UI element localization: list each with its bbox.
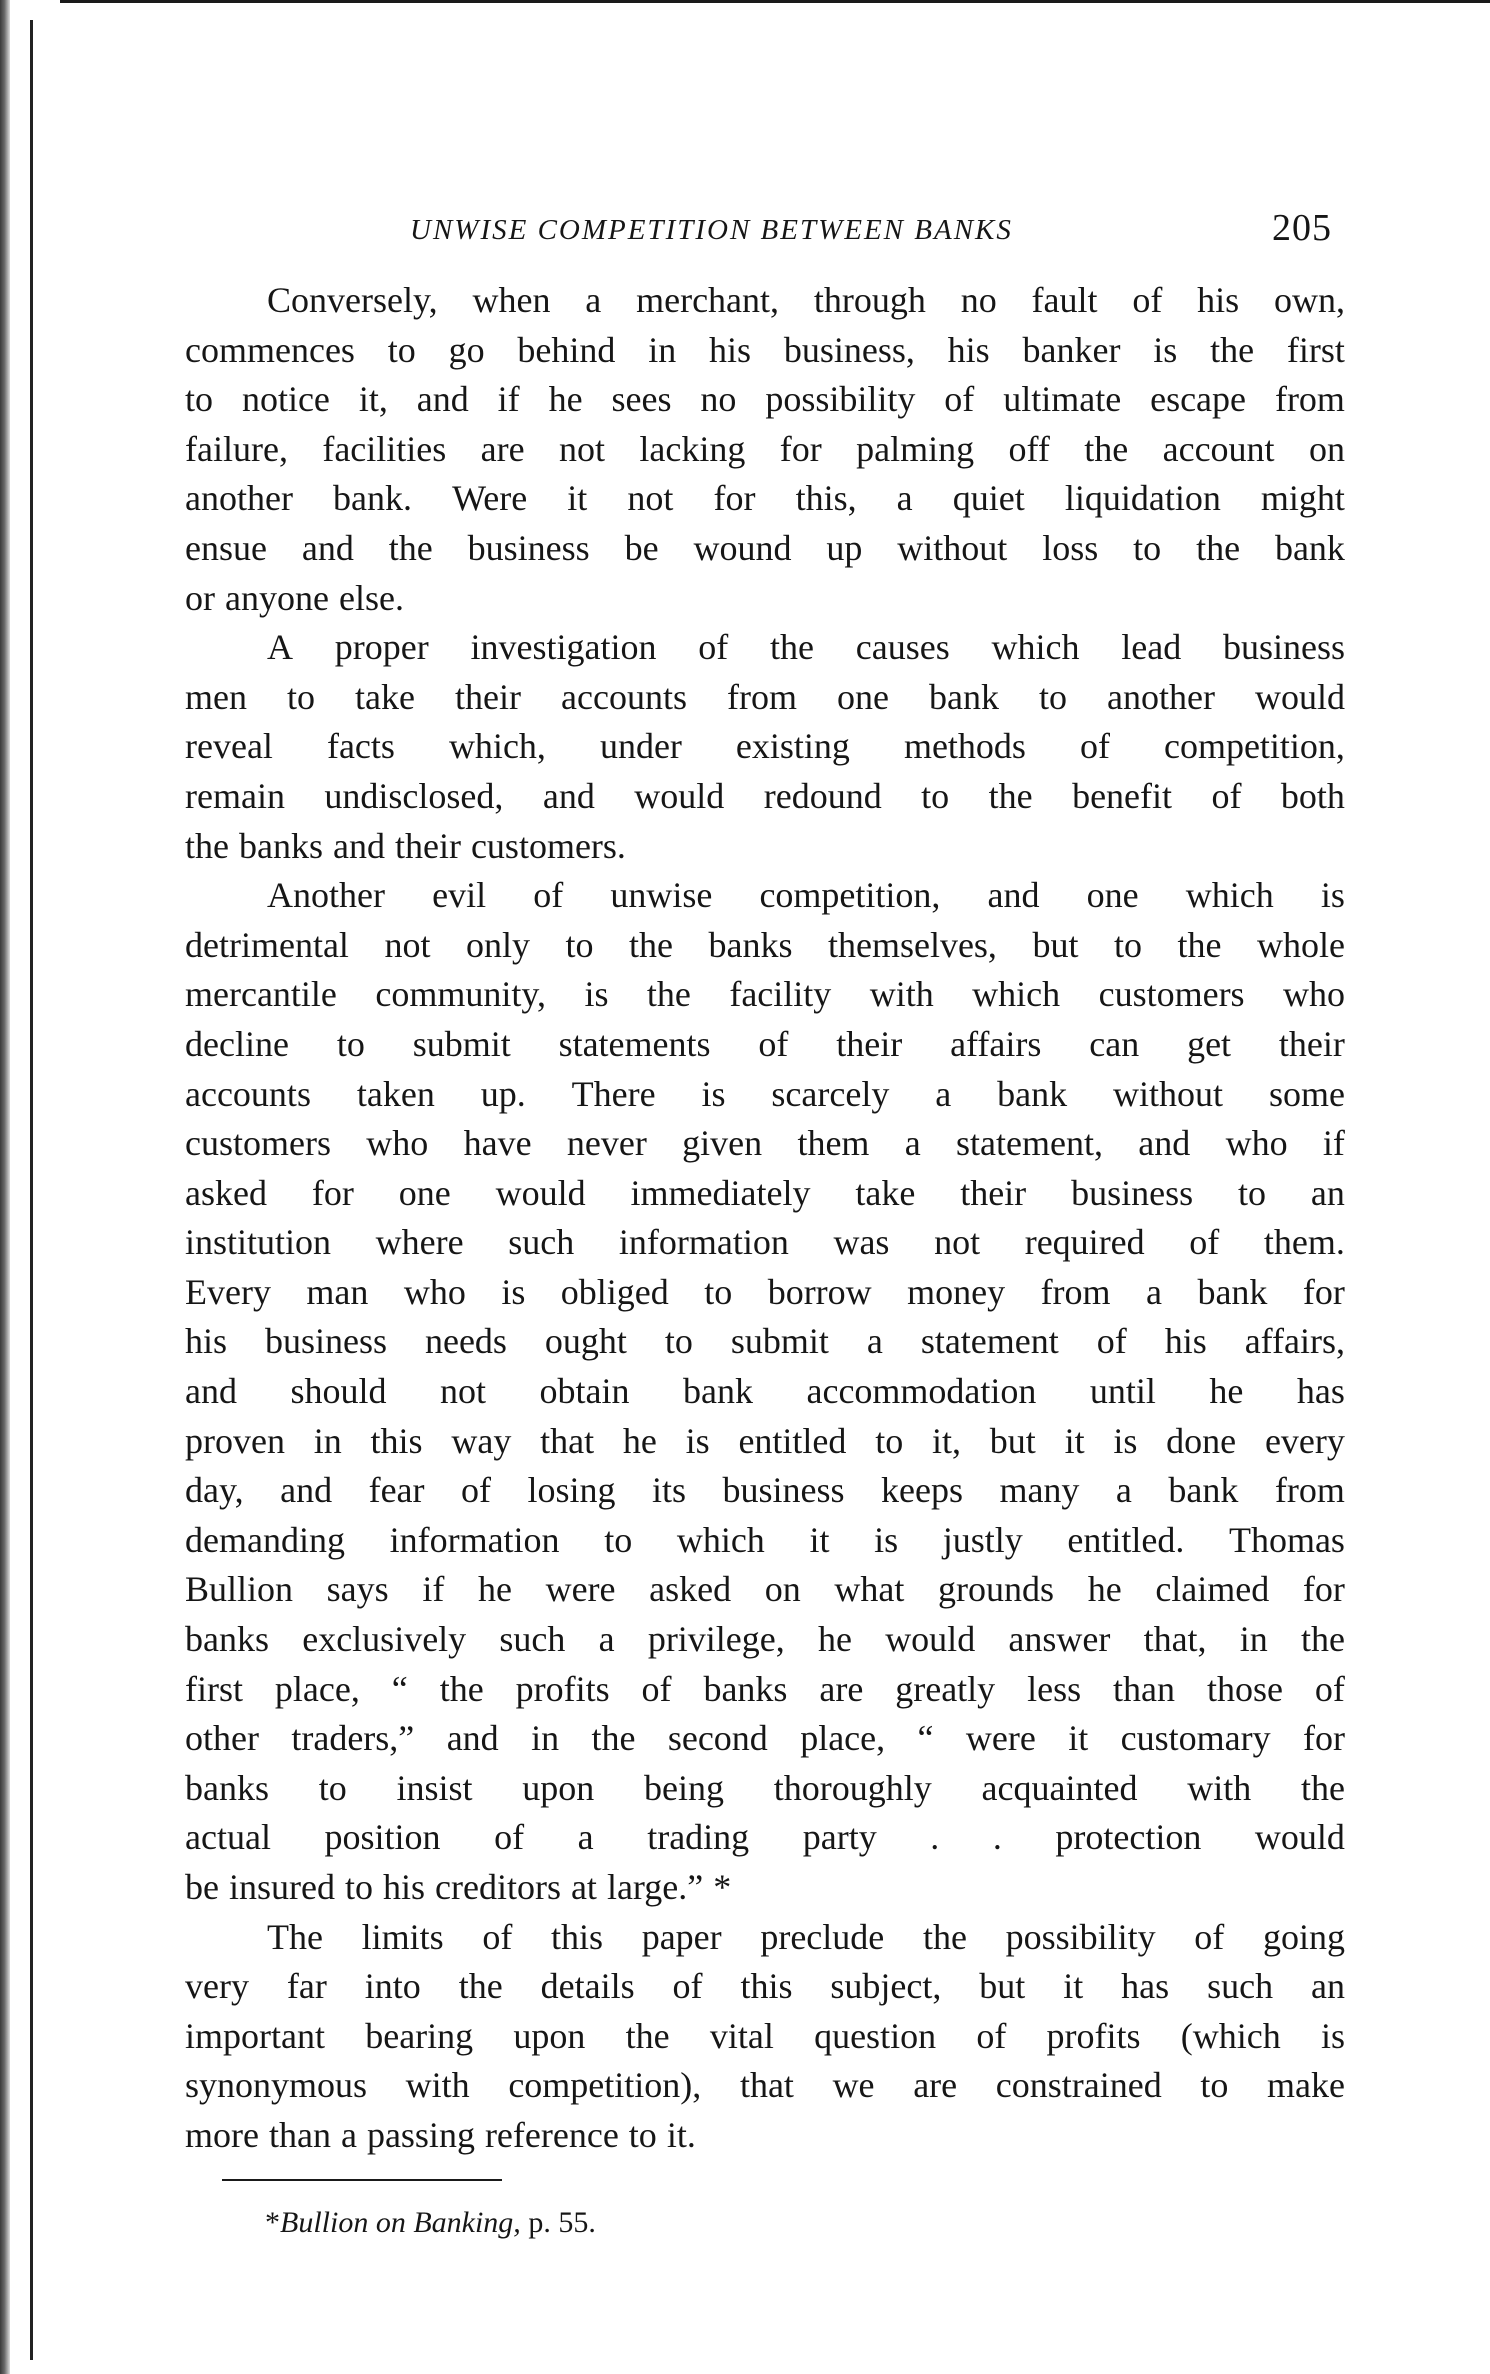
paragraph	[185, 871, 1345, 1912]
text-line: the banks and their customers.	[185, 825, 626, 866]
text-line: important bearing upon the vital question of profits (which is	[185, 2015, 1345, 2056]
text-line: The limits of this paper preclude the possibility of going	[267, 1916, 1345, 1957]
text-line: remain undisclosed, and would redound to the benefit of both	[185, 775, 1345, 816]
footnote	[265, 2206, 596, 2240]
text-line: banks exclusively such a privilege, he would answer that, in the	[185, 1619, 1345, 1660]
text-line: demanding information to which it is justly entitled. Thomas	[185, 1519, 1345, 1560]
text-line: another bank. Were it not for this, a quiet liquidation might	[185, 478, 1345, 519]
paragraph	[185, 276, 1345, 623]
text-line: banks to insist upon being thoroughly acquainted with the	[185, 1767, 1345, 1808]
footnote-marker: *	[265, 2206, 280, 2239]
paragraph	[185, 1913, 1345, 2161]
page-number: 205	[1272, 207, 1332, 249]
body-text	[185, 276, 1345, 2161]
text-line: institution where such information was not required of them.	[185, 1222, 1345, 1263]
text-line: very far into the details of this subject, but it has such an	[185, 1966, 1345, 2007]
text-line: Every man who is obliged to borrow money from a bank for	[185, 1271, 1345, 1312]
text-line: or anyone else.	[185, 577, 404, 618]
text-line: synonymous with competition), that we are constrained to make	[185, 2065, 1345, 2106]
text-line: customers who have never given them a statement, and who if	[185, 1123, 1345, 1164]
scan-left-edge	[0, 0, 10, 2374]
text-line: and should not obtain bank accommodation until he has	[185, 1371, 1345, 1412]
text-line: accounts taken up. There is scarcely a bank without some	[185, 1073, 1345, 1114]
text-line: his business needs ought to submit a statement of his affairs,	[185, 1321, 1345, 1362]
text-line: more than a passing reference to it.	[185, 2114, 696, 2155]
text-line: to notice it, and if he sees no possibility of ultimate escape from	[185, 379, 1345, 420]
top-page-rule	[60, 0, 1490, 3]
text-line: men to take their accounts from one bank to another would	[185, 676, 1345, 717]
running-title: UNWISE COMPETITION BETWEEN BANKS	[410, 214, 1013, 246]
text-line: actual position of a trading party . . protection would	[185, 1817, 1345, 1858]
text-line: be insured to his creditors at large.” *	[185, 1867, 732, 1907]
binding-margin-line	[30, 20, 33, 2360]
text-line: ensue and the business be wound up without loss to the bank	[185, 527, 1345, 568]
text-line: commences to go behind in his business, his banker is the first	[185, 329, 1345, 370]
text-line: other traders,” and in the second place, “ were it customary for	[185, 1718, 1345, 1759]
text-line: first place, “ the profits of banks are greatly less than those of	[185, 1668, 1345, 1709]
text-line: failure, facilities are not lacking for palming off the account on	[185, 428, 1345, 469]
footnote-rule	[222, 2179, 502, 2181]
text-line: A proper investigation of the causes which lead business	[267, 627, 1345, 668]
text-line: decline to submit statements of their affairs can get their	[185, 1023, 1345, 1064]
text-line: Bullion says if he were asked on what grounds he claimed for	[185, 1569, 1345, 1610]
text-line: mercantile community, is the facility with which customers who	[185, 974, 1345, 1015]
text-line: reveal facts which, under existing methods of competition,	[185, 726, 1345, 767]
text-line: asked for one would immediately take their business to an	[185, 1172, 1345, 1213]
text-line: detrimental not only to the banks themselves, but to the whole	[185, 924, 1345, 965]
footnote-page: p. 55.	[528, 2206, 596, 2239]
text-line: Conversely, when a merchant, through no fault of his own,	[267, 280, 1345, 320]
text-line: proven in this way that he is entitled to it, but it is done every	[185, 1420, 1345, 1461]
text-line: day, and fear of losing its business keeps many a bank from	[185, 1470, 1345, 1511]
paragraph	[185, 623, 1345, 871]
running-head	[0, 206, 1490, 254]
text-line: Another evil of unwise competition, and one which is	[267, 875, 1345, 916]
footnote-title: Bullion on Banking,	[280, 2206, 521, 2239]
